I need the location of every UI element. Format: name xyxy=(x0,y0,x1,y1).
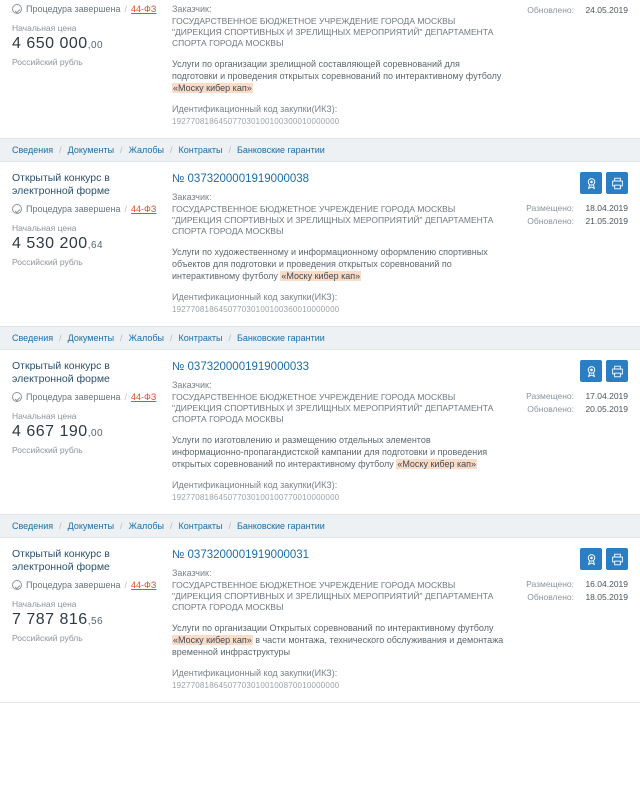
procurement-card xyxy=(0,0,640,162)
check-circle-icon xyxy=(12,204,22,214)
print-icon[interactable] xyxy=(606,548,628,570)
card-action-buttons xyxy=(510,360,628,382)
subject-text xyxy=(172,622,504,658)
price-currency: Российский рубль xyxy=(12,445,83,455)
updated-label: Обновлено: xyxy=(527,404,574,414)
updated-row xyxy=(510,591,628,604)
print-icon[interactable] xyxy=(606,172,628,194)
tab-zhaloby[interactable]: Жалобы xyxy=(128,521,164,531)
price-integer: 4 667 190 xyxy=(12,423,88,440)
updated-value: 18.05.2019 xyxy=(585,592,628,602)
tab-separator: / xyxy=(228,521,231,531)
tab-separator: / xyxy=(169,521,173,531)
card-middle-column xyxy=(172,172,510,314)
customer-label: Заказчик: xyxy=(172,192,212,202)
status-badge xyxy=(12,392,164,402)
tab-separator: / xyxy=(59,145,62,155)
ikz-block xyxy=(172,668,504,690)
tab-separator: / xyxy=(120,145,123,155)
price-integer: 4 650 000 xyxy=(12,35,88,52)
posted-value: 16.04.2019 xyxy=(585,579,628,589)
law-link[interactable]: 44-ФЗ xyxy=(131,580,157,590)
tab-separator: / xyxy=(120,521,123,531)
registry-number-link[interactable]: № 0373200001919000033 xyxy=(172,361,310,373)
check-circle-icon xyxy=(12,580,22,590)
price-currency: Российский рубль xyxy=(12,257,83,267)
card-middle-column xyxy=(172,4,510,126)
customer-label: Заказчик: xyxy=(172,380,212,390)
price-kopecks: ,64 xyxy=(87,240,104,251)
subject-highlight: «Моску кибер кап» xyxy=(173,83,252,93)
ikz-block xyxy=(172,480,504,502)
price-label: Начальная цена xyxy=(12,599,77,609)
card-body xyxy=(0,350,640,514)
price-integer: 7 787 816 xyxy=(12,611,88,628)
card-tabs xyxy=(0,326,640,349)
subject-pre: Услуги по художественному и информационному оформлению спортивных объектов для подготовки и проведения открытых соревнований по интерактивному футболу xyxy=(172,247,488,281)
price-value xyxy=(12,610,164,632)
tab-zhaloby[interactable]: Жалобы xyxy=(128,333,164,343)
card-left-column xyxy=(12,360,172,502)
ikz-value: 192770818645077030100100770010000000 xyxy=(172,493,340,502)
procurement-card xyxy=(0,350,640,538)
posted-row xyxy=(510,390,628,403)
procurement-card xyxy=(0,162,640,350)
price-value xyxy=(12,234,164,256)
tab-separator: / xyxy=(59,521,62,531)
tab-separator: / xyxy=(169,145,173,155)
customer-label: Заказчик: xyxy=(172,4,212,14)
updated-value: 24.05.2019 xyxy=(585,5,628,15)
price-label: Начальная цена xyxy=(12,223,77,233)
status-text: Процедура завершена xyxy=(26,580,121,590)
tab-bankovskie-garantii[interactable]: Банковские гарантии xyxy=(236,333,325,343)
posted-label: Размещено: xyxy=(526,203,574,213)
updated-value: 21.05.2019 xyxy=(585,216,628,226)
procedure-type: Открытый конкурс в электронной форме xyxy=(12,548,110,573)
price-kopecks: ,56 xyxy=(87,616,104,627)
tab-separator: / xyxy=(120,333,123,343)
tab-dokumenty[interactable]: Документы xyxy=(67,521,115,531)
card-right-column xyxy=(510,172,628,314)
procedure-type: Открытый конкурс в электронной форме xyxy=(12,360,110,385)
tab-dokumenty[interactable]: Документы xyxy=(67,333,115,343)
card-tabs xyxy=(0,514,640,537)
posted-value: 17.04.2019 xyxy=(585,391,628,401)
registry-number-link[interactable]: № 0373200001919000038 xyxy=(172,173,310,185)
customer-name: ГОСУДАРСТВЕННОЕ БЮДЖЕТНОЕ УЧРЕЖДЕНИЕ ГОРОДА МОСКВЫ "ДИРЕКЦИЯ СПОРТИВНЫХ И ЗРЕЛИЩНЫХ МЕРОПРИЯТИЙ" ДЕПАРТАМЕНТА СПОРТА ГОРОДА МОСКВЫ xyxy=(172,392,494,424)
law-link[interactable]: 44-ФЗ xyxy=(131,392,157,402)
card-middle-column xyxy=(172,360,510,502)
tab-svedeniya[interactable]: Сведения xyxy=(12,333,54,343)
updated-row xyxy=(510,4,628,17)
procurement-card xyxy=(0,538,640,703)
subject-pre: Услуги по изготовлению и размещению отдельных элементов информационно-пропагандистской кампании для подготовки и проведения открытых соревнований по интерактивному футболу xyxy=(172,435,488,469)
stamp-icon[interactable] xyxy=(580,548,602,570)
ikz-label: Идентификационный код закупки(ИКЗ): xyxy=(172,480,338,490)
ikz-label: Идентификационный код закупки(ИКЗ): xyxy=(172,104,338,114)
customer-label: Заказчик: xyxy=(172,568,212,578)
ikz-value: 192770818645077030100100360010000000 xyxy=(172,305,340,314)
posted-label: Размещено: xyxy=(526,391,574,401)
subject-highlight: «Моску кибер кап» xyxy=(397,459,477,469)
card-body xyxy=(0,538,640,702)
price-value xyxy=(12,422,164,444)
updated-value: 20.05.2019 xyxy=(585,404,628,414)
law-link[interactable]: 44-ФЗ xyxy=(131,4,157,14)
subject-highlight: «Моску кибер кап» xyxy=(173,635,252,645)
status-separator: / xyxy=(124,4,128,14)
price-kopecks: ,00 xyxy=(87,428,104,439)
status-badge xyxy=(12,204,164,214)
stamp-icon[interactable] xyxy=(580,360,602,382)
card-action-buttons xyxy=(510,172,628,194)
updated-label: Обновлено: xyxy=(527,216,574,226)
customer-name: ГОСУДАРСТВЕННОЕ БЮДЖЕТНОЕ УЧРЕЖДЕНИЕ ГОРОДА МОСКВЫ "ДИРЕКЦИЯ СПОРТИВНЫХ И ЗРЕЛИЩНЫХ МЕРОПРИЯТИЙ" ДЕПАРТАМЕНТА СПОРТА ГОРОДА МОСКВЫ xyxy=(172,204,494,236)
updated-row xyxy=(510,403,628,416)
posted-label: Размещено: xyxy=(526,579,574,589)
status-text: Процедура завершена xyxy=(26,4,121,14)
subject-text xyxy=(172,246,504,282)
customer-name: ГОСУДАРСТВЕННОЕ БЮДЖЕТНОЕ УЧРЕЖДЕНИЕ ГОРОДА МОСКВЫ "ДИРЕКЦИЯ СПОРТИВНЫХ И ЗРЕЛИЩНЫХ МЕРОПРИЯТИЙ" ДЕПАРТАМЕНТА СПОРТА ГОРОДА МОСКВЫ xyxy=(172,16,494,48)
tab-bankovskie-garantii[interactable]: Банковские гарантии xyxy=(236,521,325,531)
card-action-buttons xyxy=(510,548,628,570)
status-separator: / xyxy=(124,392,128,402)
ikz-block xyxy=(172,292,504,314)
price-label: Начальная цена xyxy=(12,411,77,421)
subject-post: в части монтажа, технического обслуживания и демонтажа временной инфраструктуры xyxy=(172,635,504,657)
card-body xyxy=(0,0,640,138)
status-text: Процедура завершена xyxy=(26,392,121,402)
tab-kontrakty[interactable]: Контракты xyxy=(178,145,223,155)
subject-highlight: «Моску кибер кап» xyxy=(281,271,361,281)
stamp-icon[interactable] xyxy=(580,172,602,194)
card-middle-column xyxy=(172,548,510,690)
card-left-column xyxy=(12,548,172,690)
card-left-column xyxy=(12,4,172,126)
tab-separator: / xyxy=(169,333,173,343)
updated-row xyxy=(510,215,628,228)
tab-separator: / xyxy=(228,333,231,343)
price-value xyxy=(12,34,164,56)
tab-dokumenty[interactable]: Документы xyxy=(67,145,115,155)
card-right-column xyxy=(510,4,628,126)
procedure-type: Открытый конкурс в электронной форме xyxy=(12,172,110,197)
posted-row xyxy=(510,202,628,215)
customer-name: ГОСУДАРСТВЕННОЕ БЮДЖЕТНОЕ УЧРЕЖДЕНИЕ ГОРОДА МОСКВЫ "ДИРЕКЦИЯ СПОРТИВНЫХ И ЗРЕЛИЩНЫХ МЕРОПРИЯТИЙ" ДЕПАРТАМЕНТА СПОРТА ГОРОДА МОСКВЫ xyxy=(172,580,494,612)
ikz-label: Идентификационный код закупки(ИКЗ): xyxy=(172,668,338,678)
tab-kontrakty[interactable]: Контракты xyxy=(178,521,223,531)
subject-pre: Услуги по организации зрелищной составляющей соревнований для подготовки и проведения открытых соревнований по интерактивному футболу xyxy=(172,59,502,81)
registry-number-link[interactable]: № 0373200001919000031 xyxy=(172,549,310,561)
ikz-value: 192770818645077030100100870010000000 xyxy=(172,681,340,690)
ikz-label: Идентификационный код закупки(ИКЗ): xyxy=(172,292,338,302)
price-label: Начальная цена xyxy=(12,23,77,33)
card-right-column xyxy=(510,360,628,502)
ikz-value: 192770818645077030100100300010000000 xyxy=(172,117,340,126)
print-icon[interactable] xyxy=(606,360,628,382)
card-tabs xyxy=(0,138,640,161)
tab-zhaloby[interactable]: Жалобы xyxy=(128,145,164,155)
tab-bankovskie-garantii[interactable]: Банковские гарантии xyxy=(236,145,325,155)
check-circle-icon xyxy=(12,4,22,14)
price-currency: Российский рубль xyxy=(12,633,83,643)
tab-separator: / xyxy=(228,145,231,155)
tab-svedeniya[interactable]: Сведения xyxy=(12,145,54,155)
posted-row xyxy=(510,578,628,591)
subject-text xyxy=(172,58,504,94)
status-badge xyxy=(12,4,164,14)
price-integer: 4 530 200 xyxy=(12,235,88,252)
status-separator: / xyxy=(124,580,128,590)
card-left-column xyxy=(12,172,172,314)
posted-value: 18.04.2019 xyxy=(585,203,628,213)
updated-label: Обновлено: xyxy=(527,5,574,15)
tab-kontrakty[interactable]: Контракты xyxy=(178,333,223,343)
status-badge xyxy=(12,580,164,590)
subject-text xyxy=(172,434,504,470)
updated-label: Обновлено: xyxy=(527,592,574,602)
law-link[interactable]: 44-ФЗ xyxy=(131,204,157,214)
card-body xyxy=(0,162,640,326)
check-circle-icon xyxy=(12,392,22,402)
tab-svedeniya[interactable]: Сведения xyxy=(12,521,54,531)
status-text: Процедура завершена xyxy=(26,204,121,214)
card-right-column xyxy=(510,548,628,690)
price-currency: Российский рубль xyxy=(12,57,83,67)
status-separator: / xyxy=(124,204,128,214)
subject-pre: Услуги по организации Открытых соревнований по интерактивному футболу xyxy=(172,623,494,633)
price-kopecks: ,00 xyxy=(87,40,104,51)
ikz-block xyxy=(172,104,504,126)
tab-separator: / xyxy=(59,333,62,343)
